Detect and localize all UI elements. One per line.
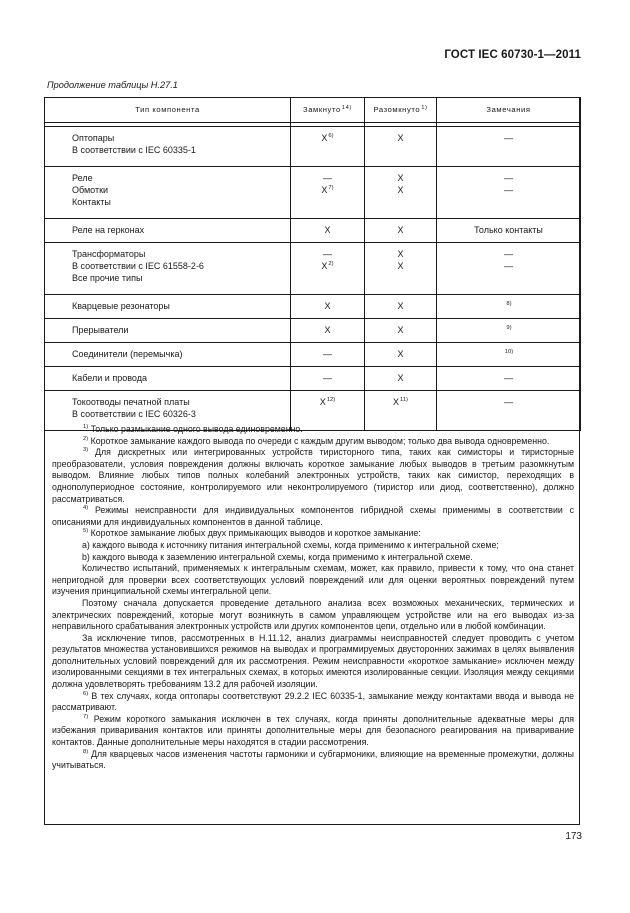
cell-line: [365, 260, 436, 272]
component-line: В соответствии с IEC 61558-2-6: [72, 261, 204, 271]
footnote-ref: 8): [506, 301, 512, 307]
table-row: [45, 219, 581, 243]
component-name-cell: [45, 319, 291, 343]
cell-line: [437, 260, 580, 272]
cell-line: [291, 396, 364, 408]
closed-cell: [291, 219, 365, 243]
component-line: Кварцевые резонаторы: [72, 301, 170, 311]
table-row: [45, 167, 581, 219]
cell-value: —: [323, 249, 332, 259]
table-row: [45, 243, 581, 295]
cell-line: [291, 300, 364, 312]
table-row: [45, 319, 581, 343]
cell-line: [365, 348, 436, 360]
open-cell: [365, 167, 437, 219]
footnote-text: Короткое замыкание каждого вывода по очереди с каждым другим выводом; только два вывода одновременно.: [90, 435, 550, 446]
cell-value: Только контакты: [474, 225, 543, 235]
footnote-ref: 12): [326, 397, 336, 403]
closed-cell: [291, 295, 365, 319]
footnote: [52, 447, 574, 505]
standard-header: ГОСТ IEC 60730-1—2011: [444, 49, 581, 61]
table-row: [45, 367, 581, 391]
component-line: В соответствии с IEC 60326-3: [72, 409, 196, 419]
component-line: Все прочие типы: [72, 273, 143, 283]
closed-cell: [291, 167, 365, 219]
footnote-number: 6): [83, 690, 89, 697]
footnote-number: 5): [83, 528, 89, 535]
cell-value: —: [504, 249, 513, 259]
footnote-number: 7): [83, 713, 89, 720]
component-name-cell: [45, 167, 291, 219]
component-line: Реле: [72, 173, 93, 183]
component-name-cell: [45, 295, 291, 319]
cell-value: X: [321, 261, 328, 271]
cell-value: X: [397, 225, 404, 235]
remarks-cell: [437, 219, 581, 243]
header-component: Тип компонента: [45, 98, 291, 123]
footnote-ref: 10): [504, 349, 514, 355]
cell-value: X: [397, 373, 404, 383]
header-remarks: Замечания: [437, 98, 581, 123]
cell-value: —: [504, 185, 513, 195]
component-line: Оптопары: [72, 133, 115, 143]
cell-line: [291, 172, 364, 184]
open-cell: [365, 243, 437, 295]
open-cell: [365, 127, 437, 167]
footnote: [52, 749, 574, 772]
cell-line: [437, 184, 580, 196]
footnote-text: В тех случаях, когда оптопары соответствуют 29.2.2 IEC 60335-1, замыкание между контактами ввода и вывода не рассматривают.: [52, 690, 574, 713]
footnote: [52, 528, 574, 540]
table-body: [45, 127, 581, 431]
component-name-cell: [45, 343, 291, 367]
footnote-text: Количество испытаний, применяемых к интегральным схемам, может, как правило, привести к тому, что она станет непригодной для проверки всех соответствующих условий повреждений или для оценки вероятных повреждений путем изучения принципиальной схемы интегральной цепи.: [52, 563, 574, 597]
footnote-number: 1): [83, 424, 89, 430]
cell-line: [365, 132, 436, 144]
footnote-ref: 11): [400, 397, 408, 403]
closed-cell: [291, 343, 365, 367]
component-line: Контакты: [72, 197, 111, 207]
cell-value: X: [393, 397, 400, 407]
cell-value: —: [323, 349, 332, 359]
open-cell: [365, 219, 437, 243]
cell-line: [437, 248, 580, 260]
cell-value: X: [397, 173, 404, 183]
cell-line: [291, 132, 364, 144]
footnote: [52, 436, 574, 448]
cell-value: —: [504, 397, 513, 407]
cell-value: X: [397, 249, 404, 259]
component-line: Прерыватели: [72, 325, 129, 335]
footnote: [52, 424, 574, 436]
cell-line: [437, 172, 580, 184]
header-open: Разомкнуто$^{1)}$: [365, 98, 437, 123]
cell-value: —: [504, 173, 513, 183]
remarks-cell: [437, 127, 581, 167]
footnote: [52, 540, 574, 552]
footnote-text: Поэтому сначала допускается проведение детального анализа всех возможных механических, термических и электрических повреждений, которые могут возникнуть в самом управляющем устройстве или на его выводах из-за неправильного срабатывания электронных устройств или других компонентов цепи, отдельно или в любой комбинации.: [52, 597, 574, 632]
cell-line: [365, 224, 436, 236]
table-caption: Продолжение таблицы Н.27.1: [47, 80, 178, 90]
cell-line: [291, 248, 364, 260]
closed-cell: [291, 319, 365, 343]
cell-line: [291, 184, 364, 196]
component-line: Трансформаторы: [72, 249, 146, 259]
footnote: [52, 691, 574, 714]
table-notes: [52, 424, 574, 772]
footnote-text: а) каждого вывода к источнику питания интегральной схемы, когда применимо к интегральной схеме;: [82, 539, 499, 550]
table-row: [45, 343, 581, 367]
cell-line: [437, 396, 580, 408]
cell-value: —: [504, 133, 513, 143]
cell-line: [365, 248, 436, 260]
footnote-number: 4): [83, 505, 89, 512]
cell-line: [437, 132, 580, 144]
component-line: Реле на герконах: [72, 225, 145, 235]
cell-line: [437, 224, 580, 236]
closed-cell: [291, 127, 365, 167]
open-cell: [365, 295, 437, 319]
cell-value: X: [319, 397, 326, 407]
component-line: Соединители (перемычка): [72, 349, 183, 359]
cell-line: [365, 172, 436, 184]
cell-value: —: [323, 173, 332, 183]
footnote-text: Режим короткого замыкания исключен в тех случаях, когда приняты дополнительные адекватные меры для избежания приваривания контактов или приняты дополнительные меры для безопасного реагирования на приваривание контактов. Данные дополнительные меры находятся в стадии рассмотрения.: [52, 713, 574, 748]
footnote-text: Для кварцевых часов изменения частоты гармоники и субгармоники, влияющие на временные промежутки, должны учитываться.: [52, 748, 574, 771]
cell-value: X: [324, 225, 331, 235]
cell-value: X: [324, 301, 331, 311]
cell-line: [437, 300, 580, 312]
footnote-text: Только размыкание одного вывода единовременно.: [90, 424, 303, 434]
component-table: [44, 97, 581, 431]
component-line: Обмотки: [72, 185, 109, 195]
cell-value: X: [397, 261, 404, 271]
remarks-cell: [437, 319, 581, 343]
remarks-cell: [437, 295, 581, 319]
cell-value: X: [397, 325, 404, 335]
footnote-ref: 9): [506, 325, 512, 331]
table-row: [45, 127, 581, 167]
footnote: [52, 598, 574, 633]
page-number: 173: [565, 831, 582, 842]
table-row: [45, 295, 581, 319]
remarks-cell: [437, 243, 581, 295]
cell-line: [291, 324, 364, 336]
cell-line: [291, 348, 364, 360]
footnote-text: Для дискретных или интегрированных устройств тиристорного типа, таких как симисторы и тиристорные преобразователи, условия повреждения должны включать короткое замыкание любых выводов в третьим разомкнутым выводом. Влияние любых типов полных колебаний электронных устройств, таких как симистор, переходящих в однополупериодное состояние, контролируемого или неконтролируемого (тиристор или диод, соответственно), должно рассматриваться.: [52, 447, 575, 504]
component-line: Кабели и провода: [72, 373, 147, 383]
footnote: [52, 563, 574, 598]
cell-line: [291, 260, 364, 272]
cell-value: X: [397, 185, 404, 195]
cell-value: —: [504, 373, 513, 383]
cell-value: —: [323, 373, 332, 383]
cell-line: [365, 372, 436, 384]
cell-line: [365, 300, 436, 312]
footnote: [52, 505, 574, 528]
cell-line: [365, 324, 436, 336]
cell-value: X: [324, 325, 331, 335]
footnote-ref: 2): [328, 261, 334, 267]
cell-line: [291, 372, 364, 384]
cell-line: [437, 372, 580, 384]
footnote-number: 2): [83, 435, 89, 442]
cell-line: [365, 184, 436, 196]
component-name-cell: [45, 243, 291, 295]
header-closed: Замкнуто$^{14)}$: [291, 98, 365, 123]
footnote-text: Режимы неисправности для индивидуальных компонентов гибридной схемы применимы в соответствии с описаниями для индивидуальных компонентов в данной таблице.: [52, 505, 574, 527]
component-name-cell: [45, 367, 291, 391]
cell-value: —: [504, 261, 513, 271]
component-name-cell: [45, 127, 291, 167]
cell-value: X: [321, 185, 328, 195]
footnote-ref: 6): [328, 133, 334, 139]
remarks-cell: [437, 343, 581, 367]
footnote-text: b) каждого вывода к заземлению интегральной схемы, когда применимо к интегральной схеме.: [82, 551, 473, 562]
cell-line: [365, 396, 436, 408]
open-cell: [365, 319, 437, 343]
closed-cell: [291, 243, 365, 295]
footnote: [52, 714, 574, 749]
cell-line: [437, 324, 580, 336]
footnote-text: Короткое замыкание любых двух примыкающих выводов и короткое замыкание:: [90, 528, 421, 539]
open-cell: [365, 343, 437, 367]
footnote-ref: 7): [328, 185, 334, 191]
footnote-number: 8): [83, 748, 89, 755]
closed-cell: [291, 367, 365, 391]
component-line: В соответствии с IEC 60335-1: [72, 145, 196, 155]
remarks-cell: [437, 167, 581, 219]
footnote-number: 3): [83, 447, 89, 454]
cell-value: X: [397, 133, 404, 143]
cell-line: [437, 348, 580, 360]
cell-value: X: [321, 133, 328, 143]
cell-line: [291, 224, 364, 236]
footnote: [52, 552, 574, 564]
cell-value: X: [397, 301, 404, 311]
footnote: [52, 633, 574, 691]
remarks-cell: [437, 367, 581, 391]
component-name-cell: [45, 219, 291, 243]
cell-value: X: [397, 349, 404, 359]
component-line: Токоотводы печатной платы: [72, 397, 190, 407]
footnote-text: За исключение типов, рассмотренных в Н.11.12, анализ диаграммы неисправностей следует проводить с учетом результатов множества установившихся режимов на выводах и программируемых двусторонних зажимах в целях выявления дополнительных условий повреждений для их рассмотрения. Режим неисправности «короткое замыкание» исключен между изолированными секциями в тех интегральных схемах, в которых имеются изолированные секции. Изоляция между секциями должна удовлетворять требованиям 13.2 для рабочей изоляции.: [52, 632, 574, 690]
open-cell: [365, 367, 437, 391]
